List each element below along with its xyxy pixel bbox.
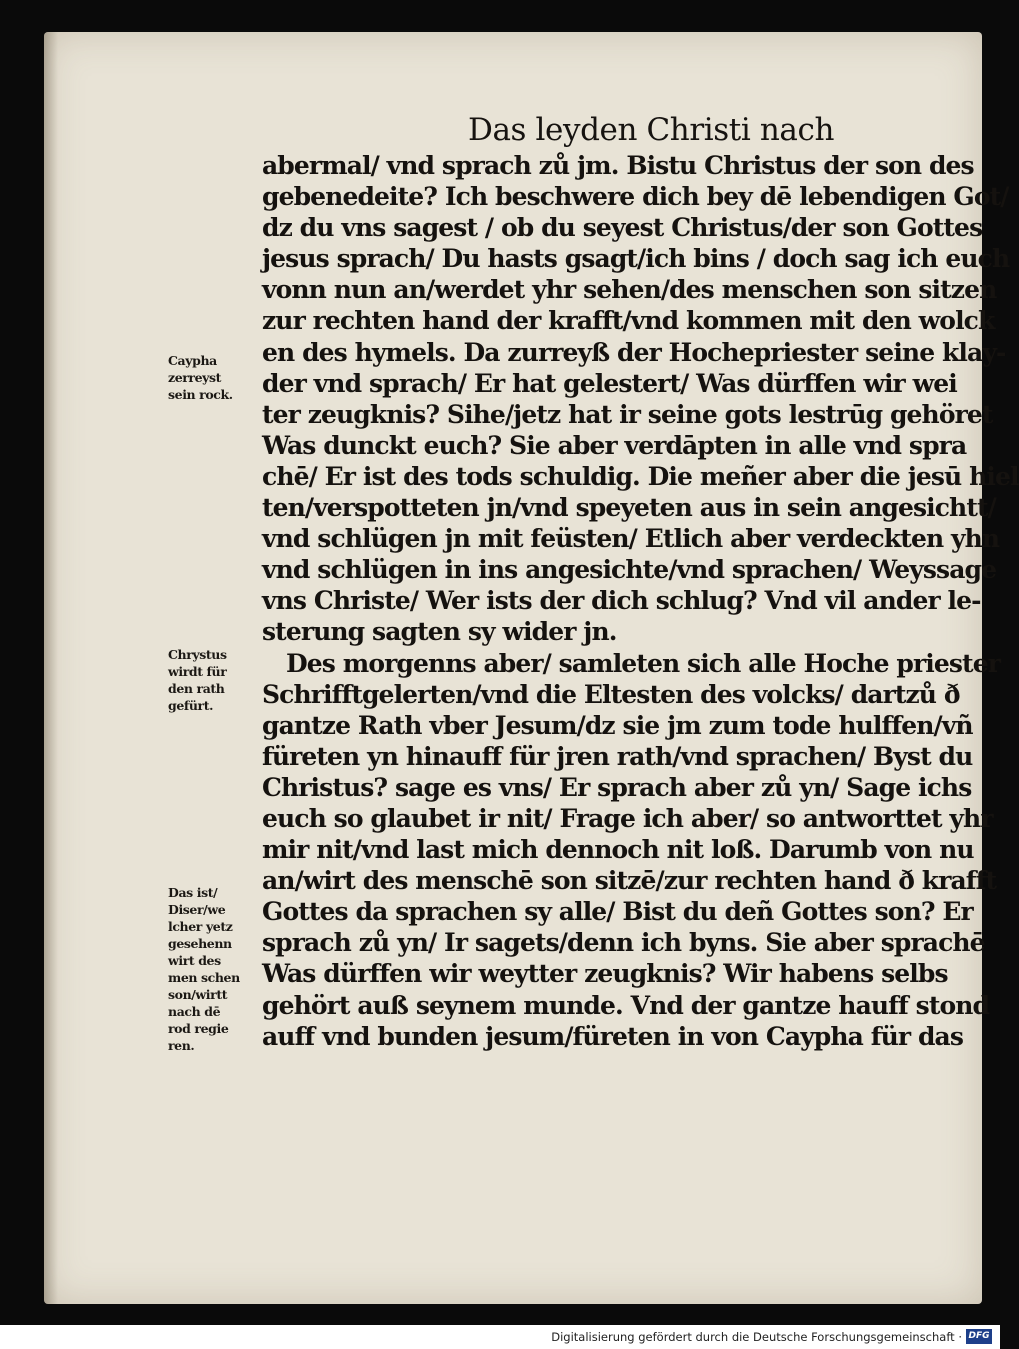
text-line: ten/verspotteten jn/vnd speyeten aus in sein angesichtt/ (262, 493, 996, 523)
text-line: an/wirt des menschē son sitzē/zur rechten hand ð krafft (262, 866, 997, 896)
margin-note-line: lcher yetz (168, 919, 233, 934)
text-line: sterung sagten sy wider jn. (262, 617, 617, 647)
text-line: Was dunckt euch? Sie aber verdāpten in alle vnd spra (262, 430, 967, 460)
text-line: ter zeugknis? Sihe/jetz hat ir seine gots lestrūg gehöret (262, 399, 993, 429)
text-line: Schrifftgelerten/vnd die Eltesten des volcks/ dartzů ð (262, 679, 960, 709)
margin-note-line: Caypha (168, 353, 217, 368)
text-line: en des hymels. Da zurreyß der Hochepriester seine klay- (262, 337, 1006, 367)
text-line: chē/ Er ist des tods schuldig. Die meñer aber die jesū hiel (262, 461, 1019, 491)
text-line: der vnd sprach/ Er hat gelestert/ Was dürffen wir wei (262, 368, 957, 398)
margin-note-line: Chrystus (168, 647, 227, 662)
margin-note-line: nach dē (168, 1004, 221, 1019)
margin-note-line: gefürt. (168, 698, 214, 713)
funding-credit: Digitalisierung gefördert durch die Deutsche Forschungsgemeinschaft · (551, 1330, 962, 1344)
text-line: Was dürffen wir weytter zeugknis? Wir habens selbs (262, 959, 948, 989)
text-line: vnd schlügen in ins angesichte/vnd sprachen/ Weyssage (262, 555, 997, 585)
margin-note-caypha (168, 352, 260, 403)
margin-note-line: Diser/we (168, 902, 226, 917)
main-text-block (262, 150, 1019, 1052)
margin-note-chrystus (168, 646, 260, 714)
text-line: gehört auß seynem munde. Vnd der gantze hauff stond (262, 990, 990, 1020)
text-line: abermal/ vnd sprach zů jm. Bistu Christus der son des (262, 151, 974, 180)
margin-note-line: ren. (168, 1038, 195, 1053)
text-line: euch so glaubet ir nit/ Frage ich aber/ so antworttet yhr (262, 803, 993, 833)
text-line: dz du vns sagest / ob du seyest Christus/der son Gottes (262, 213, 983, 243)
text-line: gebenedeite? Ich beschwere dich bey dē lebendigen Got/ (262, 182, 1009, 212)
footer-bar (0, 1325, 1000, 1349)
margin-note-line: rod regie (168, 1021, 229, 1036)
text-line: vnd schlügen jn mit feüsten/ Etlich aber verdeckten yhn (262, 524, 1000, 554)
margin-note-line: son/wirtt (168, 987, 228, 1002)
text-line: gantze Rath vber Jesum/dz sie jm zum tode hulffen/vñ (262, 710, 973, 740)
text-line: Gottes da sprachen sy alle/ Bist du deñ Gottes son? Er (262, 897, 973, 927)
margin-note-line: wirt des (168, 953, 221, 968)
margin-note-line: men schen (168, 970, 240, 985)
margin-note-das-ist (168, 884, 260, 1054)
text-line: sprach zů yn/ Ir sagets/denn ich byns. Sie aber sprachē (262, 928, 985, 958)
running-head: Das leyden Christi nach (468, 112, 835, 148)
margin-note-line: den rath (168, 681, 225, 696)
text-line: vonn nun an/werdet yhr sehen/des menschen son sitzen (262, 275, 997, 305)
margin-note-line: zerreyst (168, 370, 222, 385)
margin-note-line: gesehenn (168, 936, 232, 951)
text-line: zur rechten hand der krafft/vnd kommen mit den wolck (262, 306, 995, 336)
text-line: auff vnd bunden jesum/füreten in von Caypha für das (262, 1021, 963, 1051)
text-line: Christus? sage es vns/ Er sprach aber zů yn/ Sage ichs (262, 772, 972, 802)
margin-note-line: Das ist/ (168, 885, 218, 900)
margin-note-line: sein rock. (168, 387, 233, 402)
dfg-logo-icon: DFG (966, 1329, 992, 1344)
text-line: vns Christe/ Wer ists der dich schlug? Vnd vil ander le- (262, 586, 981, 616)
margin-note-line: wirdt für (168, 664, 227, 679)
text-line: Des morgenns aber/ samleten sich alle Hoche priester (286, 648, 1000, 678)
text-line: füreten yn hinauff für jren rath/vnd sprachen/ Byst du (262, 741, 973, 771)
text-line: mir nit/vnd last mich dennoch nit loß. Darumb von nu (262, 835, 974, 865)
page-gutter-shadow (44, 32, 58, 1304)
text-line: jesus sprach/ Du hasts gsagt/ich bins / doch sag ich euch (262, 244, 1010, 274)
